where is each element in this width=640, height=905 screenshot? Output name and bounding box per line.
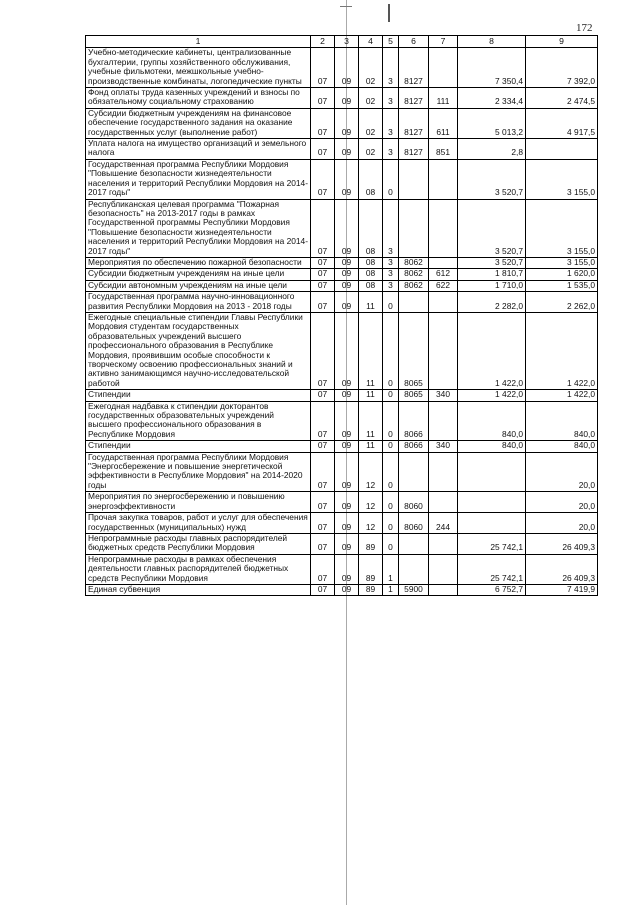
table-row — [86, 292, 598, 313]
table-row — [86, 584, 598, 595]
row-program: 11 — [359, 292, 383, 313]
table-row — [86, 441, 598, 452]
row-expense-type — [429, 452, 458, 492]
row-expense-type: 851 — [429, 139, 458, 160]
row-name: Мероприятия по обеспечению пожарной безопасности — [86, 257, 311, 268]
row-direction: 8127 — [399, 48, 429, 88]
row-amount-1: 5 013,2 — [458, 108, 526, 138]
row-program: 02 — [359, 108, 383, 138]
row-subprogram: 1 — [383, 554, 399, 584]
row-name: Фонд оплаты труда казенных учреждений и взносы по обязательному социальному страхованию — [86, 88, 311, 109]
row-section: 07 — [311, 269, 335, 280]
row-direction: 8066 — [399, 401, 429, 441]
row-subprogram: 0 — [383, 441, 399, 452]
row-program: 08 — [359, 257, 383, 268]
row-subprogram: 0 — [383, 292, 399, 313]
row-subsection: 09 — [335, 492, 359, 513]
row-subprogram: 0 — [383, 513, 399, 534]
row-section: 07 — [311, 492, 335, 513]
row-section: 07 — [311, 390, 335, 401]
row-subsection: 09 — [335, 88, 359, 109]
row-name: Государственная программа Республики Мордовия "Повышение безопасности жизнедеятельности населения и территорий Республики Мордовия на 2014-2017 годы" — [86, 159, 311, 199]
table-row — [86, 108, 598, 138]
row-amount-2: 840,0 — [526, 401, 598, 441]
row-subprogram: 3 — [383, 269, 399, 280]
row-expense-type — [429, 312, 458, 389]
row-program: 11 — [359, 312, 383, 389]
row-direction: 8062 — [399, 257, 429, 268]
row-amount-2: 20,0 — [526, 492, 598, 513]
row-amount-2: 7 419,9 — [526, 584, 598, 595]
table-row — [86, 280, 598, 291]
row-amount-1: 1 810,7 — [458, 269, 526, 280]
row-expense-type — [429, 257, 458, 268]
row-subsection: 09 — [335, 554, 359, 584]
row-expense-type — [429, 401, 458, 441]
row-subsection: 09 — [335, 269, 359, 280]
row-amount-2: 2 262,0 — [526, 292, 598, 313]
row-amount-1: 7 350,4 — [458, 48, 526, 88]
row-direction — [399, 199, 429, 257]
table-row — [86, 452, 598, 492]
row-program: 12 — [359, 452, 383, 492]
row-direction: 8065 — [399, 312, 429, 389]
row-amount-2: 20,0 — [526, 513, 598, 534]
row-program: 02 — [359, 48, 383, 88]
row-program: 02 — [359, 139, 383, 160]
header-cell-1: 1 — [86, 36, 311, 48]
header-row — [86, 36, 598, 48]
row-amount-1 — [458, 513, 526, 534]
row-subprogram: 3 — [383, 108, 399, 138]
row-name: Государственная программа научно-инновационного развития Республики Мордовия на 2013 - 2018 годы — [86, 292, 311, 313]
row-expense-type: 612 — [429, 269, 458, 280]
row-amount-1: 840,0 — [458, 441, 526, 452]
row-expense-type: 244 — [429, 513, 458, 534]
row-amount-2: 1 422,0 — [526, 390, 598, 401]
budget-table — [85, 35, 598, 596]
row-direction — [399, 554, 429, 584]
table-row — [86, 312, 598, 389]
row-section: 07 — [311, 139, 335, 160]
row-program: 11 — [359, 441, 383, 452]
row-amount-2: 26 409,3 — [526, 533, 598, 554]
row-amount-1 — [458, 452, 526, 492]
table-row — [86, 139, 598, 160]
row-subprogram: 3 — [383, 48, 399, 88]
row-expense-type — [429, 533, 458, 554]
row-program: 08 — [359, 269, 383, 280]
row-amount-2: 3 155,0 — [526, 199, 598, 257]
row-amount-1: 840,0 — [458, 401, 526, 441]
row-direction: 8060 — [399, 492, 429, 513]
row-amount-1: 1 422,0 — [458, 390, 526, 401]
row-program: 08 — [359, 159, 383, 199]
row-name: Республиканская целевая программа "Пожарная безопасность" на 2013-2017 годы в рамках Государственной программы Республики Мордовия "Повышение безопасности жизнедеятельности населения и территорий Республики Мордовия на 2014-2017 годы" — [86, 199, 311, 257]
row-amount-2: 840,0 — [526, 441, 598, 452]
row-section: 07 — [311, 533, 335, 554]
row-subsection: 09 — [335, 441, 359, 452]
row-amount-2: 1 535,0 — [526, 280, 598, 291]
row-subsection: 09 — [335, 452, 359, 492]
row-section: 07 — [311, 88, 335, 109]
header-cell-6: 6 — [399, 36, 429, 48]
row-direction: 8127 — [399, 88, 429, 109]
table-row — [86, 513, 598, 534]
row-subprogram: 3 — [383, 199, 399, 257]
page-number: 172 — [576, 22, 593, 34]
row-program: 11 — [359, 401, 383, 441]
row-subprogram: 3 — [383, 139, 399, 160]
row-amount-1: 3 520,7 — [458, 159, 526, 199]
table-row — [86, 159, 598, 199]
header-cell-2: 2 — [311, 36, 335, 48]
row-name: Мероприятия по энергосбережению и повышению энергоэффективности — [86, 492, 311, 513]
row-amount-1: 1 422,0 — [458, 312, 526, 389]
row-direction — [399, 452, 429, 492]
table-row — [86, 533, 598, 554]
row-expense-type: 340 — [429, 390, 458, 401]
table-row — [86, 401, 598, 441]
row-amount-1: 2 334,4 — [458, 88, 526, 109]
table-row — [86, 390, 598, 401]
row-program: 08 — [359, 199, 383, 257]
row-section: 07 — [311, 199, 335, 257]
table-row — [86, 199, 598, 257]
row-section: 07 — [311, 441, 335, 452]
row-amount-1: 1 710,0 — [458, 280, 526, 291]
row-amount-2: 1 422,0 — [526, 312, 598, 389]
row-name: Единая субвенция — [86, 584, 311, 595]
row-program: 08 — [359, 280, 383, 291]
row-amount-2 — [526, 139, 598, 160]
row-amount-1: 25 742,1 — [458, 533, 526, 554]
row-name: Непрограммные расходы в рамках обеспечения деятельности главных распорядителей бюджетных средств Республики Мордовия — [86, 554, 311, 584]
row-subprogram: 0 — [383, 401, 399, 441]
row-amount-1: 3 520,7 — [458, 199, 526, 257]
row-amount-2: 7 392,0 — [526, 48, 598, 88]
row-amount-1: 2,8 — [458, 139, 526, 160]
row-subprogram: 3 — [383, 88, 399, 109]
row-subsection: 09 — [335, 390, 359, 401]
row-name: Уплата налога на имущество организаций и земельного налога — [86, 139, 311, 160]
row-subsection: 09 — [335, 159, 359, 199]
row-amount-1: 3 520,7 — [458, 257, 526, 268]
row-expense-type: 340 — [429, 441, 458, 452]
row-expense-type — [429, 199, 458, 257]
row-subsection: 09 — [335, 312, 359, 389]
row-direction: 5900 — [399, 584, 429, 595]
row-direction: 8065 — [399, 390, 429, 401]
row-amount-1 — [458, 492, 526, 513]
row-subprogram: 0 — [383, 312, 399, 389]
row-expense-type: 622 — [429, 280, 458, 291]
row-expense-type — [429, 554, 458, 584]
row-name: Субсидии бюджетным учреждениям на финансовое обеспечение государственного задания на оказание государственных услуг (выполнение работ) — [86, 108, 311, 138]
header-cell-7: 7 — [429, 36, 458, 48]
row-subsection: 09 — [335, 280, 359, 291]
row-section: 07 — [311, 48, 335, 88]
row-amount-2: 26 409,3 — [526, 554, 598, 584]
row-expense-type — [429, 159, 458, 199]
row-direction: 8060 — [399, 513, 429, 534]
row-amount-2: 4 917,5 — [526, 108, 598, 138]
table-row — [86, 269, 598, 280]
row-section: 07 — [311, 280, 335, 291]
row-program: 12 — [359, 513, 383, 534]
row-subprogram: 3 — [383, 257, 399, 268]
row-section: 07 — [311, 554, 335, 584]
row-expense-type — [429, 48, 458, 88]
row-name: Непрограммные расходы главных распорядителей бюджетных средств Республики Мордовия — [86, 533, 311, 554]
row-subsection: 09 — [335, 513, 359, 534]
row-amount-1: 25 742,1 — [458, 554, 526, 584]
header-cell-9: 9 — [526, 36, 598, 48]
row-name: Государственная программа Республики Мордовия "Энергосбережение и повышение энергетической эффективности в Республике Мордовия" на 2014-2020 годы — [86, 452, 311, 492]
row-name: Ежегодные специальные стипендии Главы Республики Мордовия студентам государственных образовательных учреждений высшего профессионального образования в Республике Мордовия, проявившим особые способности к творческому освоению профессиональных знаний и активно занимающимся научно-исследовательской работой — [86, 312, 311, 389]
row-subsection: 09 — [335, 292, 359, 313]
row-direction — [399, 292, 429, 313]
table-row — [86, 88, 598, 109]
row-program: 12 — [359, 492, 383, 513]
row-direction: 8127 — [399, 139, 429, 160]
row-direction: 8066 — [399, 441, 429, 452]
row-program: 89 — [359, 554, 383, 584]
row-program: 89 — [359, 584, 383, 595]
row-amount-2: 20,0 — [526, 452, 598, 492]
row-subprogram: 0 — [383, 492, 399, 513]
table-row — [86, 492, 598, 513]
row-name: Субсидии бюджетным учреждениям на иные цели — [86, 269, 311, 280]
row-amount-2: 3 155,0 — [526, 159, 598, 199]
row-subsection: 09 — [335, 139, 359, 160]
row-direction: 8127 — [399, 108, 429, 138]
row-expense-type — [429, 492, 458, 513]
row-subprogram: 0 — [383, 390, 399, 401]
row-section: 07 — [311, 292, 335, 313]
row-program: 02 — [359, 88, 383, 109]
row-direction — [399, 533, 429, 554]
row-subprogram: 0 — [383, 159, 399, 199]
row-direction: 8062 — [399, 280, 429, 291]
row-name: Прочая закупка товаров, работ и услуг для обеспечения государственных (муниципальных) нужд — [86, 513, 311, 534]
row-section: 07 — [311, 513, 335, 534]
row-subsection: 09 — [335, 108, 359, 138]
row-program: 11 — [359, 390, 383, 401]
row-amount-2: 1 620,0 — [526, 269, 598, 280]
row-section: 07 — [311, 452, 335, 492]
row-section: 07 — [311, 159, 335, 199]
table-row — [86, 48, 598, 88]
row-amount-2: 3 155,0 — [526, 257, 598, 268]
row-name: Учебно-методические кабинеты, централизованные бухгалтерии, группы хозяйственного обслуживания, учебные фильмотеки, межшкольные учебно-производственные комбинаты, логопедические пункты — [86, 48, 311, 88]
row-subprogram: 0 — [383, 533, 399, 554]
row-direction — [399, 159, 429, 199]
row-subsection: 09 — [335, 199, 359, 257]
row-section: 07 — [311, 584, 335, 595]
row-section: 07 — [311, 312, 335, 389]
header-cell-5: 5 — [383, 36, 399, 48]
row-amount-2: 2 474,5 — [526, 88, 598, 109]
row-name: Стипендии — [86, 441, 311, 452]
table-row — [86, 554, 598, 584]
row-subprogram: 0 — [383, 452, 399, 492]
row-section: 07 — [311, 257, 335, 268]
row-expense-type — [429, 292, 458, 313]
row-amount-1: 2 282,0 — [458, 292, 526, 313]
header-cell-3: 3 — [335, 36, 359, 48]
row-subsection: 09 — [335, 257, 359, 268]
row-expense-type: 111 — [429, 88, 458, 109]
row-subsection: 09 — [335, 401, 359, 441]
row-subsection: 09 — [335, 584, 359, 595]
row-section: 07 — [311, 401, 335, 441]
row-subprogram: 1 — [383, 584, 399, 595]
row-name: Субсидии автономным учреждениям на иные цели — [86, 280, 311, 291]
header-cell-8: 8 — [458, 36, 526, 48]
row-direction: 8062 — [399, 269, 429, 280]
row-expense-type — [429, 584, 458, 595]
header-cell-4: 4 — [359, 36, 383, 48]
row-expense-type: 611 — [429, 108, 458, 138]
row-subprogram: 3 — [383, 280, 399, 291]
table-row — [86, 257, 598, 268]
row-name: Стипендии — [86, 390, 311, 401]
row-name: Ежегодная надбавка к стипендии докторантов государственных образовательных учреждений высшего профессионального образования в Республике Мордовия — [86, 401, 311, 441]
row-amount-1: 6 752,7 — [458, 584, 526, 595]
row-subsection: 09 — [335, 533, 359, 554]
row-section: 07 — [311, 108, 335, 138]
row-subsection: 09 — [335, 48, 359, 88]
row-program: 89 — [359, 533, 383, 554]
